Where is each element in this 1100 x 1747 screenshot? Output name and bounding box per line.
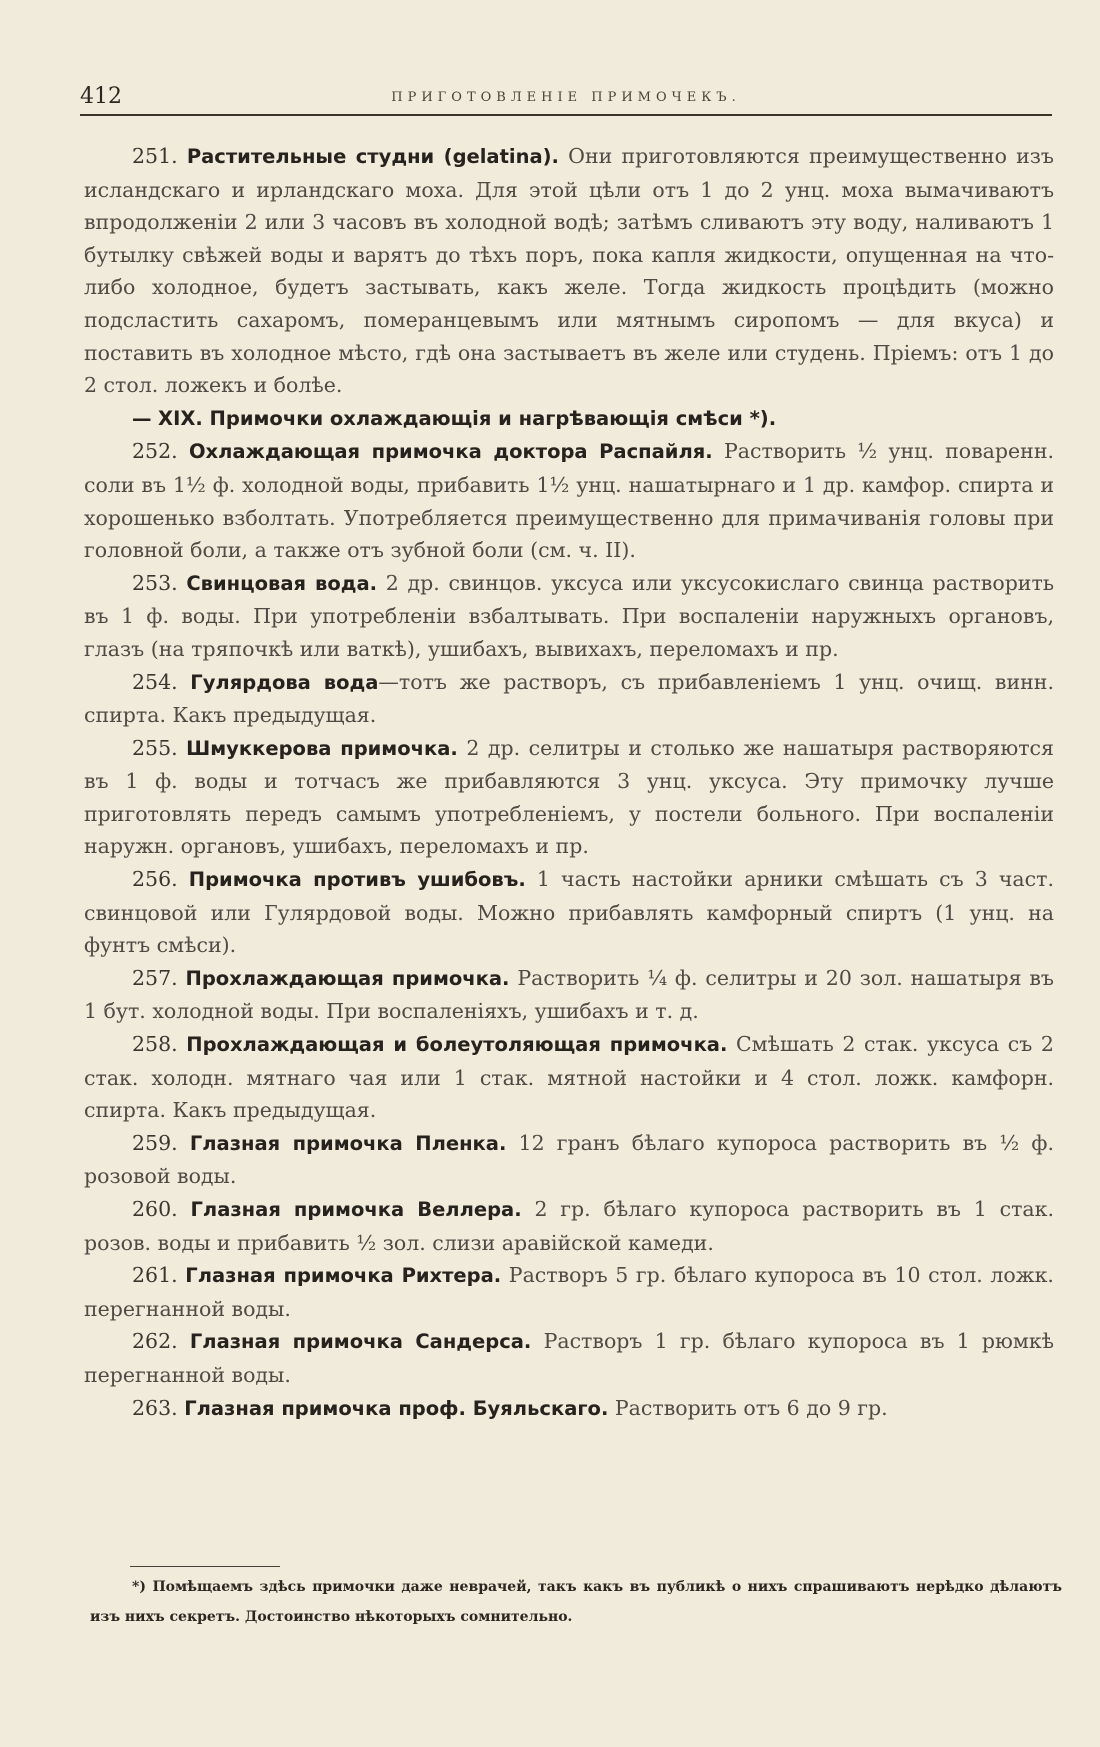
item-title: Глазная примочка Рихтера. <box>185 1264 502 1288</box>
paragraph-252 <box>84 435 1054 566</box>
paragraph-254 <box>84 666 1054 732</box>
paragraph-251 <box>84 140 1054 402</box>
paragraph-259 <box>84 1127 1054 1193</box>
item-text: Растворъ 5 гр. бѣлаго купороса въ 10 стол. ложк. перегнанной воды. <box>84 1263 1054 1321</box>
footnote <box>90 1572 1062 1632</box>
item-number: 262. <box>132 1329 178 1354</box>
page-number: 412 <box>80 84 122 109</box>
paragraph-262 <box>84 1325 1054 1391</box>
item-text: 2 др. свинцов. уксуса или уксусокислаго свинца растворить въ 1 ф. воды. При употребленіи взбалтывать. При воспаленіи наружныхъ органовъ, глазъ (на тряпочкѣ или ваткѣ), ушибахъ, вывихахъ, переломахъ и пр. <box>84 570 1054 661</box>
running-title: ПРИГОТОВЛЕНІЕ ПРИМОЧЕКЪ. <box>391 90 741 105</box>
item-title: Охлаждающая примочка доктора Распайля. <box>188 440 713 464</box>
section-dash: — <box>132 406 152 430</box>
running-header <box>80 84 1052 116</box>
paragraph-258 <box>84 1028 1054 1127</box>
item-title: Примочка противъ ушибовъ. <box>188 868 526 892</box>
item-number: 260. <box>132 1197 178 1221</box>
item-number: 253. <box>132 570 178 595</box>
paragraph-255 <box>84 732 1054 863</box>
paragraph-256 <box>84 863 1054 962</box>
item-text: Они приготовляются преимущественно изъ исландскаго и ирландскаго моха. Для этой цѣли отъ 1 до 2 унц. моха вымачиваютъ впродолженіи 2 или 3 часовъ въ холодной водѣ; затѣмъ сливаютъ эту воду, наливаютъ 1 бутылку свѣжей воды и варятъ до тѣхъ поръ, пока капля жидкости, опущенная на что-либо холодное, будетъ застывать, какъ желе. Тогда жидкость процѣдить (можно подсластить сахаромъ, померанцевымъ или мятнымъ сиропомъ — для вкуса) и поставить въ холодное мѣсто, гдѣ она застываетъ въ желе или студень. Пріемъ: отъ 1 до 2 стол. ложекъ и болѣе. <box>84 144 1054 398</box>
item-title: Глазная примочка проф. Буяльскаго. <box>184 1396 609 1420</box>
item-number: 252. <box>132 439 178 464</box>
item-title: Гулярдова вода <box>190 670 379 694</box>
item-text: 2 др. селитры и столько же нашатыря растворяются въ 1 ф. воды и тотчасъ же прибавляются 3 унц. уксуса. Эту примочку лучше приготовлять передъ самымъ употребленіемъ, у постели больного. При воспаленіи наружн. органовъ, ушибахъ, переломахъ и пр. <box>84 735 1054 859</box>
paragraph-253 <box>84 567 1054 666</box>
item-text: Растворить ½ унц. поваренн. соли въ 1½ ф. холодной воды, прибавить 1½ унц. нашатырнаго и 1 др. камфор. спирта и хорошенько взболтать. Употребляется преимущественно для примачиванія головы при головной боли, а также отъ зубной боли (см. ч. II). <box>84 439 1055 563</box>
page-body <box>84 140 1054 1425</box>
item-text: —тотъ же растворъ, съ прибавленіемъ 1 унц. очищ. винн. спирта. Какъ предыдущая. <box>84 669 1054 728</box>
item-text: Растворъ 1 гр. бѣлаго купороса въ 1 рюмкѣ перегнанной воды. <box>84 1329 1054 1387</box>
section-heading-xix <box>84 402 1054 436</box>
section-title: XIX. Примочки охлаждающія и нагрѣвающія смѣси *). <box>158 406 777 430</box>
item-title: Шмуккерова примочка. <box>186 736 458 760</box>
item-number: 258. <box>132 1032 178 1057</box>
item-title: Глазная примочка Сандерса. <box>189 1330 532 1354</box>
item-title: Глазная примочка Веллера. <box>190 1198 522 1221</box>
item-number: 261. <box>132 1263 178 1288</box>
item-title: Свинцовая вода. <box>186 571 378 595</box>
item-number: 255. <box>132 735 178 760</box>
item-number: 254. <box>132 669 178 694</box>
item-text: 2 гр. бѣлаго купороса растворить въ 1 стак. розов. воды и прибавить ½ зол. слизи аравійской камеди. <box>84 1197 1054 1255</box>
item-title: Прохлаждающая примочка. <box>185 966 510 990</box>
item-text: Смѣшать 2 стак. уксуса съ 2 стак. холодн. мятнаго чая или 1 стак. мятной настойки и 4 стол. ложк. камфорн. спирта. Какъ предыдущая. <box>84 1032 1054 1123</box>
paragraph-261 <box>84 1259 1054 1325</box>
item-number: 259. <box>132 1130 178 1155</box>
paragraph-260 <box>84 1193 1054 1259</box>
footnote-rule <box>130 1566 280 1567</box>
item-text: 1 часть настойки арники смѣшать съ 3 част. свинцовой или Гулярдовой воды. Можно прибавлять камфорный спиртъ (1 унц. на фунтъ смѣси). <box>84 867 1054 958</box>
paragraph-263 <box>84 1392 1054 1426</box>
item-title: Глазная примочка Пленка. <box>189 1131 507 1155</box>
item-number: 256. <box>132 867 178 892</box>
footnote-text: *) Помѣщаемъ здѣсь примочки даже неврачей, такъ какъ въ публикѣ о нихъ спрашиваютъ нерѣдко дѣлаютъ изъ нихъ секретъ. Достоинство нѣкоторыхъ сомнительно. <box>90 1579 1062 1625</box>
item-number: 257. <box>132 965 178 990</box>
item-title: Растительные студни (gelatina). <box>186 145 559 168</box>
item-number: 251. <box>132 144 178 168</box>
item-text: 12 гранъ бѣлаго купороса растворить въ ½ ф. розовой воды. <box>84 1130 1054 1189</box>
item-text: Растворить отъ 6 до 9 гр. <box>614 1395 888 1420</box>
paragraph-257 <box>84 962 1054 1028</box>
item-number: 263. <box>132 1395 178 1420</box>
item-text: Растворить ¼ ф. селитры и 20 зол. нашатыря въ 1 бут. холодной воды. При воспаленіяхъ, ушибахъ и т. д. <box>84 965 1054 1024</box>
item-title: Прохлаждающая и болеутоляющая примочка. <box>186 1033 728 1057</box>
